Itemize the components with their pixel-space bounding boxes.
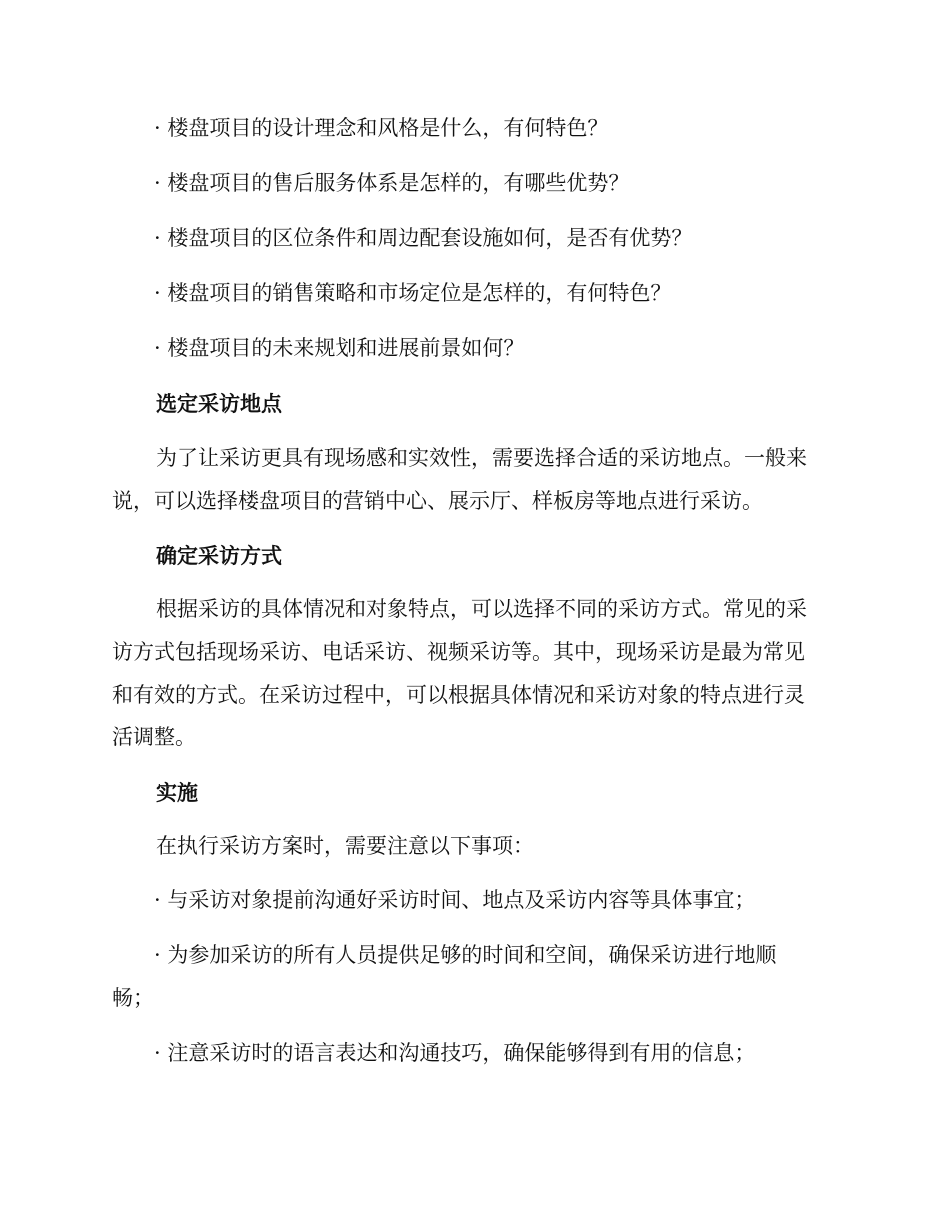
section-heading-implement: 实施 bbox=[156, 780, 198, 805]
paragraph-line: 在执行采访方案时，需要注意以下事项： bbox=[156, 834, 534, 858]
paragraph-line: 说，可以选择楼盘项目的营销中心、展示厅、样板房等地点进行采访。 bbox=[112, 489, 763, 513]
bullet-item: · 为参加采访的所有人员提供足够的时间和空间，确保采访进行地顺 bbox=[154, 943, 777, 967]
paragraph-line: 活调整。 bbox=[112, 725, 196, 749]
bullet-item: · 与采访对象提前沟通好采访时间、地点及采访内容等具体事宜； bbox=[154, 888, 756, 912]
paragraph-line: 根据采访的具体情况和对象特点，可以选择不同的采访方式。常见的采 bbox=[156, 597, 807, 621]
section-heading-method: 确定采访方式 bbox=[156, 543, 282, 568]
bullet-item: · 楼盘项目的设计理念和风格是什么，有何特色？ bbox=[154, 116, 609, 140]
bullet-item: · 楼盘项目的销售策略和市场定位是怎样的，有何特色？ bbox=[154, 281, 672, 305]
paragraph-line: 为了让采访更具有现场感和实效性，需要选择合适的采访地点。一般来 bbox=[156, 446, 807, 470]
bullet-item: · 注意采访时的语言表达和沟通技巧，确保能够得到有用的信息； bbox=[154, 1041, 756, 1065]
section-heading-location: 选定采访地点 bbox=[156, 391, 282, 416]
paragraph-line: 访方式包括现场采访、电话采访、视频采访等。其中，现场采访是最为常见 bbox=[112, 640, 805, 664]
bullet-continuation: 畅； bbox=[112, 986, 154, 1010]
bullet-item: · 楼盘项目的售后服务体系是怎样的，有哪些优势？ bbox=[154, 171, 630, 195]
paragraph-line: 和有效的方式。在采访过程中，可以根据具体情况和采访对象的特点进行灵 bbox=[112, 683, 805, 707]
bullet-item: · 楼盘项目的区位条件和周边配套设施如何，是否有优势？ bbox=[154, 226, 693, 250]
bullet-item: · 楼盘项目的未来规划和进展前景如何？ bbox=[154, 336, 525, 360]
